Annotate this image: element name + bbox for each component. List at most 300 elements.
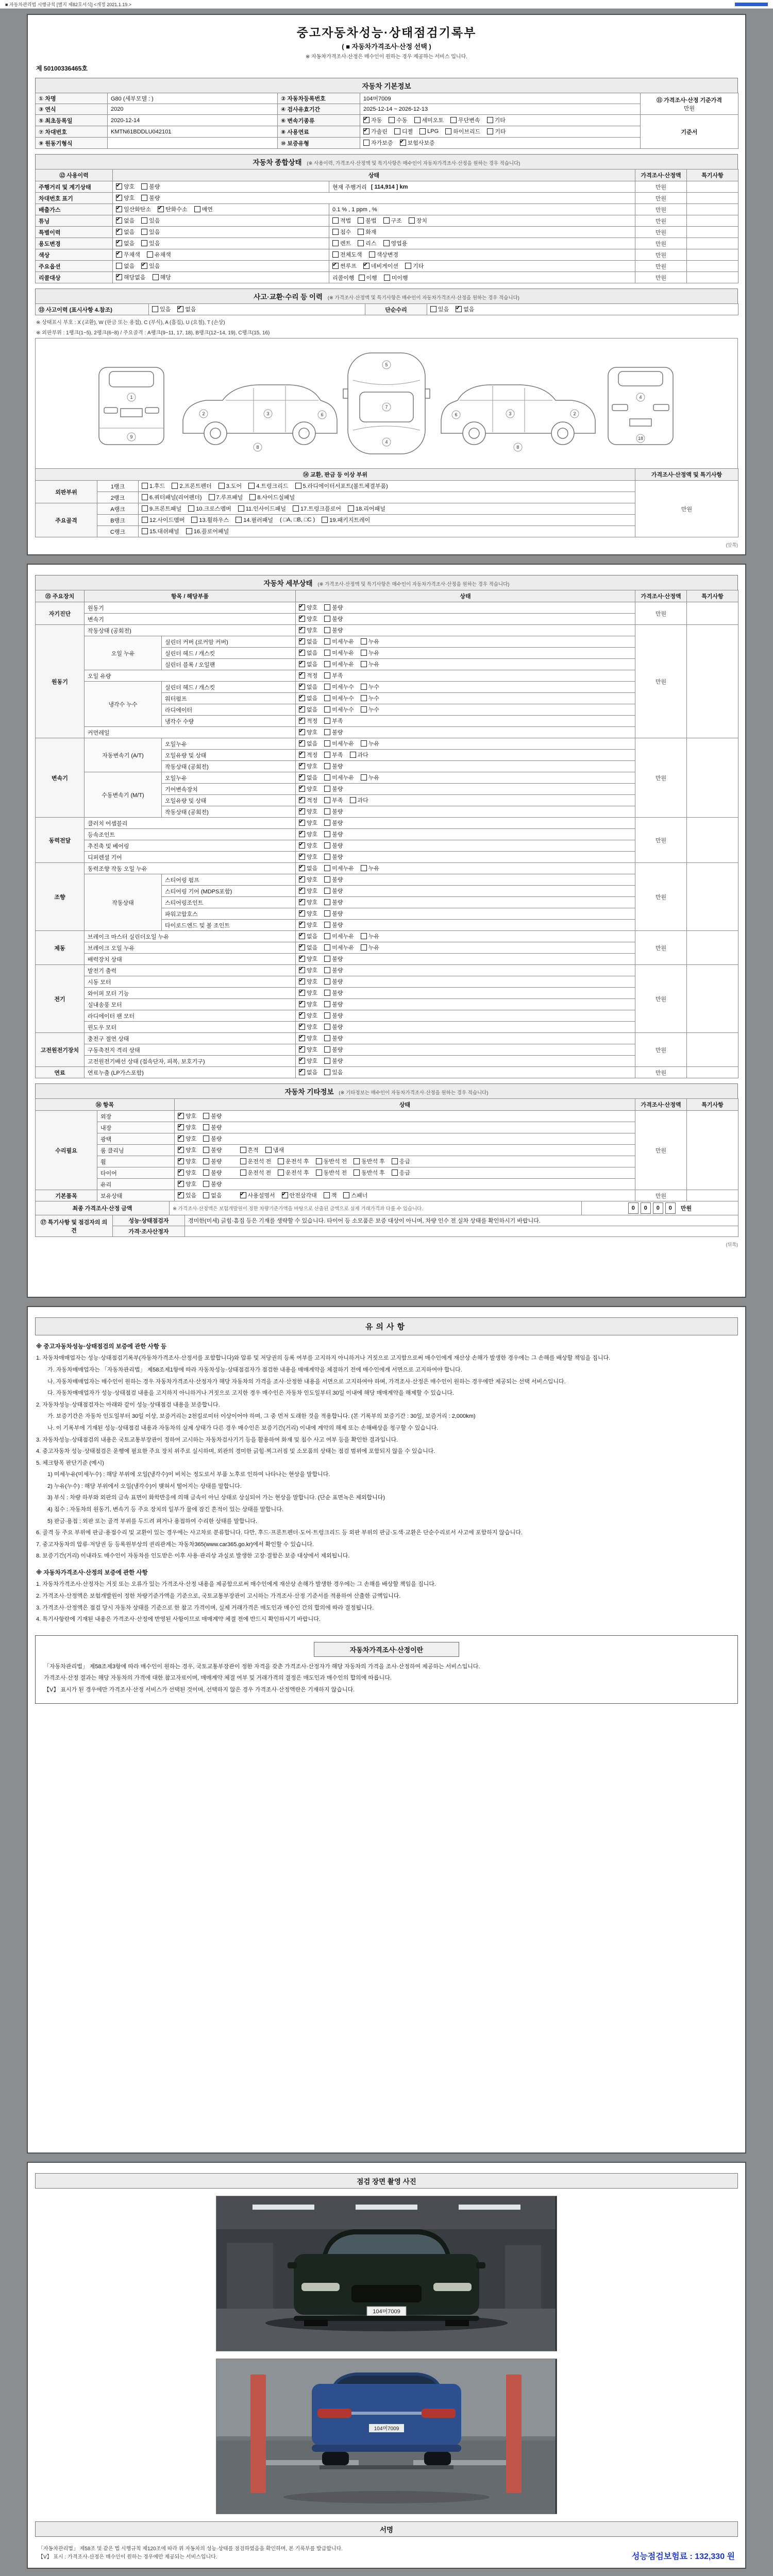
checkbox-icon[interactable] <box>203 1124 209 1130</box>
accident-history-cell <box>149 304 365 315</box>
checkbox-icon[interactable] <box>203 1113 209 1119</box>
check-option-label: 미세누유 <box>332 866 354 872</box>
checkbox-icon[interactable] <box>324 706 330 713</box>
checkbox-icon[interactable] <box>142 528 148 534</box>
checkbox-icon[interactable] <box>361 774 367 781</box>
checkbox-checked-icon[interactable] <box>299 786 305 792</box>
check-option-label: 불량 <box>332 968 343 974</box>
check-group <box>299 1068 350 1076</box>
check-group <box>299 671 350 680</box>
checkbox-checked-icon[interactable] <box>299 1035 305 1041</box>
status-cell <box>113 272 329 283</box>
checkbox-icon[interactable] <box>450 117 457 123</box>
checkbox-checked-icon[interactable] <box>116 240 122 246</box>
etc-item-label: 내장 <box>97 1122 175 1133</box>
price-cell: 만원 <box>635 1033 687 1067</box>
check-option <box>324 989 343 997</box>
checkbox-icon[interactable] <box>361 661 367 667</box>
checkbox-checked-icon[interactable] <box>116 183 122 190</box>
checkbox-icon[interactable] <box>361 695 367 701</box>
checkbox-checked-icon[interactable] <box>299 978 305 985</box>
checkbox-icon[interactable] <box>324 910 330 917</box>
checkbox-icon[interactable] <box>358 217 364 224</box>
checkbox-checked-icon[interactable] <box>299 910 305 917</box>
checkbox-icon[interactable] <box>324 944 330 951</box>
checkbox-icon[interactable] <box>392 1170 398 1176</box>
checkbox-icon[interactable] <box>361 865 367 871</box>
checkbox-icon[interactable] <box>324 786 330 792</box>
checkbox-checked-icon[interactable] <box>299 1046 305 1053</box>
checkbox-icon[interactable] <box>203 1136 209 1142</box>
checkbox-icon[interactable] <box>324 752 330 758</box>
price-cell: 만원 <box>635 602 687 625</box>
panel-items-cell <box>139 503 635 515</box>
checkbox-icon[interactable] <box>324 638 330 645</box>
checkbox-checked-icon[interactable] <box>116 251 122 258</box>
check-group <box>116 273 178 281</box>
checkbox-icon[interactable] <box>316 1158 322 1164</box>
check-option <box>361 694 379 702</box>
checkbox-checked-icon[interactable] <box>363 263 369 269</box>
check-option-label: 불량 <box>332 877 343 883</box>
table-header-row <box>36 590 738 602</box>
checkbox-icon[interactable] <box>141 217 147 224</box>
check-option <box>324 819 343 827</box>
checkbox-checked-icon[interactable] <box>456 306 462 312</box>
checkbox-checked-icon[interactable] <box>299 616 305 622</box>
check-option <box>299 977 317 986</box>
check-option <box>332 250 362 259</box>
check-option-label: 해당없음 <box>124 275 146 281</box>
check-option-label: 6.쿼터패널(리어펜더) <box>149 495 202 501</box>
checkbox-checked-icon[interactable] <box>299 842 305 849</box>
check-option <box>392 1168 410 1177</box>
table-row <box>36 1044 738 1056</box>
checkbox-checked-icon[interactable] <box>299 774 305 781</box>
checkbox-icon[interactable] <box>324 865 330 871</box>
check-option <box>299 943 317 952</box>
checkbox-icon[interactable] <box>278 1170 284 1176</box>
checkbox-checked-icon[interactable] <box>299 922 305 928</box>
checkbox-icon[interactable] <box>324 740 330 747</box>
checkbox-checked-icon[interactable] <box>299 650 305 656</box>
checkbox-checked-icon[interactable] <box>158 206 164 212</box>
checkbox-checked-icon[interactable] <box>299 808 305 815</box>
detail-cell <box>329 261 635 272</box>
check-option <box>116 262 135 270</box>
checkbox-icon[interactable] <box>116 263 122 269</box>
check-option-label: 없음 <box>307 696 318 702</box>
check-option-label: 불량 <box>332 888 343 894</box>
checkbox-icon[interactable] <box>324 854 330 860</box>
checkbox-checked-icon[interactable] <box>178 1158 184 1164</box>
checkbox-icon[interactable] <box>236 517 242 523</box>
checkbox-icon[interactable] <box>324 604 330 611</box>
checkbox-icon[interactable] <box>142 494 148 500</box>
check-option-label: 적정 <box>307 752 318 758</box>
checkbox-icon[interactable] <box>322 517 328 523</box>
check-option <box>178 1157 196 1165</box>
checkbox-checked-icon[interactable] <box>178 1181 184 1187</box>
checkbox-icon[interactable] <box>369 251 375 258</box>
checkbox-icon[interactable] <box>383 217 390 224</box>
checkbox-checked-icon[interactable] <box>299 888 305 894</box>
check-group <box>116 262 167 270</box>
check-option <box>142 516 184 524</box>
checkbox-checked-icon[interactable] <box>178 1147 184 1153</box>
checkbox-checked-icon[interactable] <box>299 752 305 758</box>
opinion-author-label: 성능·상태점검자 <box>113 1215 185 1226</box>
checkbox-icon[interactable] <box>203 1192 209 1198</box>
checkbox-checked-icon[interactable] <box>299 740 305 747</box>
checkbox-icon[interactable] <box>383 240 390 246</box>
checkbox-checked-icon[interactable] <box>363 128 369 134</box>
checkbox-icon[interactable] <box>361 706 367 713</box>
checkbox-icon[interactable] <box>324 831 330 837</box>
checkbox-checked-icon[interactable] <box>299 661 305 667</box>
price-cell: 만원 <box>635 261 687 272</box>
device-state-cell <box>296 988 635 999</box>
checkbox-icon[interactable] <box>324 718 330 724</box>
status-cell <box>113 215 329 227</box>
checkbox-icon[interactable] <box>324 1069 330 1075</box>
checkbox-icon[interactable] <box>324 650 330 656</box>
device-item-label: 배력장치 상태 <box>85 954 296 965</box>
checkbox-icon[interactable] <box>324 729 330 735</box>
table-row <box>36 840 738 852</box>
checkbox-icon[interactable] <box>324 1046 330 1053</box>
exchange-panel-table <box>35 468 738 537</box>
field-label: ③ 연식 <box>36 104 108 115</box>
price-definition-paragraphs-slot <box>44 1662 729 1695</box>
check-option <box>178 1146 196 1154</box>
table-row <box>36 818 738 829</box>
checkbox-icon[interactable] <box>324 808 330 815</box>
checkbox-checked-icon[interactable] <box>400 140 406 146</box>
check-group <box>332 228 383 236</box>
checkbox-icon[interactable] <box>248 483 255 489</box>
check-option-label: 불량 <box>332 922 343 928</box>
check-option <box>278 1157 309 1165</box>
checkbox-icon[interactable] <box>324 933 330 939</box>
checkbox-icon[interactable] <box>358 240 364 246</box>
checkbox-checked-icon[interactable] <box>178 1124 184 1130</box>
check-option <box>350 796 368 804</box>
checkbox-icon[interactable] <box>209 494 215 500</box>
section-basic-info-band <box>35 78 738 93</box>
device-state-cell <box>296 1022 635 1033</box>
checkbox-icon[interactable] <box>324 1024 330 1030</box>
checkbox-checked-icon[interactable] <box>178 1113 184 1119</box>
check-option <box>203 1112 222 1120</box>
table-header-cell: 가격조사·산정액 <box>635 1099 687 1111</box>
checkbox-checked-icon[interactable] <box>299 627 305 633</box>
notice-paragraph: ※ 자동차가격조사·산정의 보증에 관한 사항 <box>36 1569 148 1576</box>
table-row <box>36 614 738 625</box>
notice-paragraph: 8. 보증기간(거리) 이내라도 매수인이 자동차를 인도받은 이후 사용·관리상 과실로 발생한 고장·결함은 보증 대상에서 제외됩니다. <box>36 1553 350 1560</box>
checkbox-icon[interactable] <box>324 876 330 883</box>
checkbox-icon[interactable] <box>361 650 367 656</box>
checkbox-icon[interactable] <box>324 684 330 690</box>
checkbox-icon[interactable] <box>332 217 339 224</box>
checkbox-icon[interactable] <box>141 229 147 235</box>
photo-front-svg <box>216 2196 556 2351</box>
checkbox-icon[interactable] <box>358 229 364 235</box>
check-group <box>363 139 442 147</box>
checkbox-icon[interactable] <box>384 275 390 281</box>
checkbox-checked-icon[interactable] <box>299 990 305 996</box>
checkbox-icon[interactable] <box>324 627 330 633</box>
etc-item-label: 유리 <box>97 1179 175 1190</box>
table-header-row <box>36 170 738 181</box>
checkbox-icon[interactable] <box>343 1192 349 1198</box>
checkbox-icon[interactable] <box>203 1158 209 1164</box>
checkbox-checked-icon[interactable] <box>116 217 122 224</box>
use-history-label: 튜닝 <box>36 215 113 227</box>
checkbox-checked-icon[interactable] <box>299 1001 305 1007</box>
checkbox-icon[interactable] <box>354 1170 360 1176</box>
checkbox-icon[interactable] <box>278 1158 284 1164</box>
check-option-label: 동반석 후 <box>361 1170 385 1176</box>
checkbox-icon[interactable] <box>414 117 421 123</box>
checkbox-icon[interactable] <box>142 517 148 523</box>
checkbox-checked-icon[interactable] <box>299 1024 305 1030</box>
checkbox-checked-icon[interactable] <box>116 229 122 235</box>
checkbox-icon[interactable] <box>332 240 339 246</box>
checkbox-icon[interactable] <box>240 1170 246 1176</box>
checkbox-icon[interactable] <box>240 1147 246 1153</box>
checkbox-checked-icon[interactable] <box>299 831 305 837</box>
checkbox-icon[interactable] <box>324 967 330 973</box>
checkbox-icon[interactable] <box>324 763 330 769</box>
check-option-label: 자가보증 <box>371 140 393 146</box>
final-price-cell <box>582 1201 738 1215</box>
checkbox-checked-icon[interactable] <box>299 695 305 701</box>
checkbox-icon[interactable] <box>348 505 354 512</box>
checkbox-checked-icon[interactable] <box>177 306 183 312</box>
checkbox-checked-icon[interactable] <box>299 1012 305 1019</box>
checkbox-icon[interactable] <box>238 505 244 512</box>
checkbox-checked-icon[interactable] <box>299 967 305 973</box>
checkbox-checked-icon[interactable] <box>178 1136 184 1142</box>
checkbox-icon[interactable] <box>141 183 147 190</box>
checkbox-checked-icon[interactable] <box>299 763 305 769</box>
checkbox-icon[interactable] <box>147 251 153 258</box>
checkbox-icon[interactable] <box>141 195 147 201</box>
checkbox-icon[interactable] <box>141 240 147 246</box>
device-state-cell <box>296 908 635 920</box>
device-item-label: 타이로드엔드 및 볼 조인트 <box>162 920 296 931</box>
table-row <box>36 965 738 976</box>
table-row <box>36 1022 738 1033</box>
notice-paragraph: 가. 자동차매매업자는 「자동차관리법」 제58조제1항에 따라 자동차성능·상태점검자가 점검한 내용을 매매계약을 체결하기 전에 매수인에게 서면으로 고지하여야 합니다. <box>47 1367 462 1374</box>
device-state-cell <box>296 670 635 682</box>
checkbox-icon[interactable] <box>430 306 436 312</box>
checkbox-icon[interactable] <box>203 1147 209 1153</box>
checkbox-icon[interactable] <box>324 1012 330 1019</box>
checkbox-icon[interactable] <box>324 661 330 667</box>
price-basis-doc-cell <box>641 115 738 149</box>
checkbox-icon[interactable] <box>324 1035 330 1041</box>
checkbox-icon[interactable] <box>392 1158 398 1164</box>
check-option <box>152 305 171 313</box>
check-option-label: 미세누유 <box>332 741 354 747</box>
checkbox-checked-icon[interactable] <box>299 604 305 611</box>
checkbox-icon[interactable] <box>324 956 330 962</box>
checkbox-icon[interactable] <box>203 1170 209 1176</box>
checkbox-icon[interactable] <box>324 1192 330 1198</box>
checkbox-icon[interactable] <box>361 684 367 690</box>
checkbox-checked-icon[interactable] <box>299 1058 305 1064</box>
checkbox-icon[interactable] <box>249 494 256 500</box>
checkbox-icon[interactable] <box>324 888 330 894</box>
field-value <box>108 138 278 149</box>
checkbox-checked-icon[interactable] <box>299 638 305 645</box>
checkbox-checked-icon[interactable] <box>240 1192 246 1198</box>
checkbox-icon[interactable] <box>142 483 148 489</box>
checkbox-checked-icon[interactable] <box>299 672 305 679</box>
checkbox-checked-icon[interactable] <box>299 854 305 860</box>
checkbox-checked-icon[interactable] <box>299 944 305 951</box>
rank-label: B랭크 <box>97 515 139 526</box>
check-option <box>324 683 354 691</box>
checkbox-checked-icon[interactable] <box>116 274 122 280</box>
checkbox-checked-icon[interactable] <box>299 933 305 939</box>
checkbox-icon[interactable] <box>361 638 367 645</box>
check-option <box>299 626 317 634</box>
checkbox-icon[interactable] <box>350 797 356 803</box>
checkbox-icon[interactable] <box>389 117 395 123</box>
checkbox-icon[interactable] <box>324 978 330 985</box>
checkbox-icon[interactable] <box>361 740 367 747</box>
check-option <box>324 739 354 748</box>
checkbox-icon[interactable] <box>487 128 493 134</box>
checkbox-icon[interactable] <box>203 1181 209 1187</box>
checkbox-checked-icon[interactable] <box>116 206 122 212</box>
checkbox-checked-icon[interactable] <box>299 718 305 724</box>
checkbox-checked-icon[interactable] <box>299 706 305 713</box>
checkbox-icon[interactable] <box>191 517 197 523</box>
checkbox-checked-icon[interactable] <box>141 263 147 269</box>
car-diagram-area <box>35 338 738 469</box>
checkbox-checked-icon[interactable] <box>332 263 339 269</box>
checkbox-icon[interactable] <box>219 483 225 489</box>
checkbox-checked-icon[interactable] <box>299 1069 305 1075</box>
checkbox-icon[interactable] <box>350 752 356 758</box>
check-option-label: 양호 <box>307 911 318 917</box>
checkbox-checked-icon[interactable] <box>178 1170 184 1176</box>
section-etc-band <box>35 1083 738 1099</box>
checkbox-icon[interactable] <box>240 1158 246 1164</box>
checkbox-icon[interactable] <box>324 797 330 803</box>
final-price-label: 최종 가격조사·산정 금액 <box>36 1201 170 1215</box>
checkbox-icon[interactable] <box>188 505 194 512</box>
checkbox-checked-icon[interactable] <box>299 797 305 803</box>
checkbox-icon[interactable] <box>363 140 369 146</box>
checkbox-icon[interactable] <box>324 820 330 826</box>
checkbox-icon[interactable] <box>487 117 493 123</box>
checkbox-icon[interactable] <box>265 1147 272 1153</box>
checkbox-icon[interactable] <box>354 1158 360 1164</box>
checkbox-checked-icon[interactable] <box>299 956 305 962</box>
check-option-label: 부족 <box>332 718 343 724</box>
checkbox-icon[interactable] <box>324 774 330 781</box>
checkbox-icon[interactable] <box>324 922 330 928</box>
checkbox-checked-icon[interactable] <box>299 729 305 735</box>
checkbox-icon[interactable] <box>172 483 178 489</box>
checkbox-icon[interactable] <box>332 251 339 258</box>
checkbox-checked-icon[interactable] <box>282 1192 288 1198</box>
check-option-label: 5.라디에이터서포트(볼트체결부품) <box>303 483 388 489</box>
checkbox-checked-icon[interactable] <box>116 195 122 201</box>
checkbox-icon[interactable] <box>324 695 330 701</box>
check-group <box>178 1112 229 1120</box>
check-option <box>450 116 480 124</box>
checkbox-icon[interactable] <box>394 128 400 134</box>
checkbox-icon[interactable] <box>324 990 330 996</box>
etc-state-cell <box>175 1156 635 1167</box>
check-option <box>324 966 343 974</box>
check-option <box>324 626 343 634</box>
checkbox-icon[interactable] <box>142 505 148 512</box>
check-option-label: 없음 <box>307 650 318 656</box>
checkbox-icon[interactable] <box>324 672 330 679</box>
checkbox-icon[interactable] <box>293 505 299 512</box>
checkbox-icon[interactable] <box>361 944 367 951</box>
check-option-label: 없음 <box>124 263 135 269</box>
checkbox-checked-icon[interactable] <box>299 820 305 826</box>
checkbox-icon[interactable] <box>324 899 330 905</box>
use-history-label: 용도변경 <box>36 238 113 249</box>
checkbox-checked-icon[interactable] <box>299 876 305 883</box>
check-option <box>445 127 480 135</box>
device-mid-label: 자동변속기 (A/T) <box>85 738 162 772</box>
checkbox-checked-icon[interactable] <box>299 865 305 871</box>
etc-state-cell <box>175 1167 635 1179</box>
checkbox-icon[interactable] <box>419 128 426 134</box>
checkbox-icon[interactable] <box>194 206 200 212</box>
checkbox-icon[interactable] <box>359 275 365 281</box>
checkbox-icon[interactable] <box>324 1058 330 1064</box>
checkbox-icon[interactable] <box>295 483 301 489</box>
checkbox-icon[interactable] <box>361 933 367 939</box>
table-row <box>36 1010 738 1022</box>
insurance-fee-value: 132,330 원 <box>695 2552 735 2561</box>
check-option-label: 양호 <box>186 1159 197 1165</box>
checkbox-icon[interactable] <box>324 616 330 622</box>
checkbox-icon[interactable] <box>332 229 339 235</box>
price-cell: 만원 <box>635 181 687 193</box>
device-state-cell <box>296 784 635 795</box>
checkbox-icon[interactable] <box>324 1001 330 1007</box>
checkbox-icon[interactable] <box>152 306 158 312</box>
checkbox-checked-icon[interactable] <box>299 684 305 690</box>
checkbox-icon[interactable] <box>324 842 330 849</box>
checkbox-icon[interactable] <box>405 263 411 269</box>
checkbox-checked-icon[interactable] <box>299 899 305 905</box>
check-option-label: 색상변경 <box>376 252 399 258</box>
device-mid-label: 작동상태 <box>85 874 162 931</box>
checkbox-icon[interactable] <box>153 274 159 280</box>
checkbox-icon[interactable] <box>409 217 415 224</box>
device-group-label: 변속기 <box>36 738 85 818</box>
checkbox-icon[interactable] <box>186 528 192 534</box>
checkbox-checked-icon[interactable] <box>363 117 369 123</box>
checkbox-checked-icon[interactable] <box>178 1192 184 1198</box>
checkbox-icon[interactable] <box>445 128 451 134</box>
checkbox-icon[interactable] <box>316 1170 322 1176</box>
check-option <box>248 482 288 490</box>
